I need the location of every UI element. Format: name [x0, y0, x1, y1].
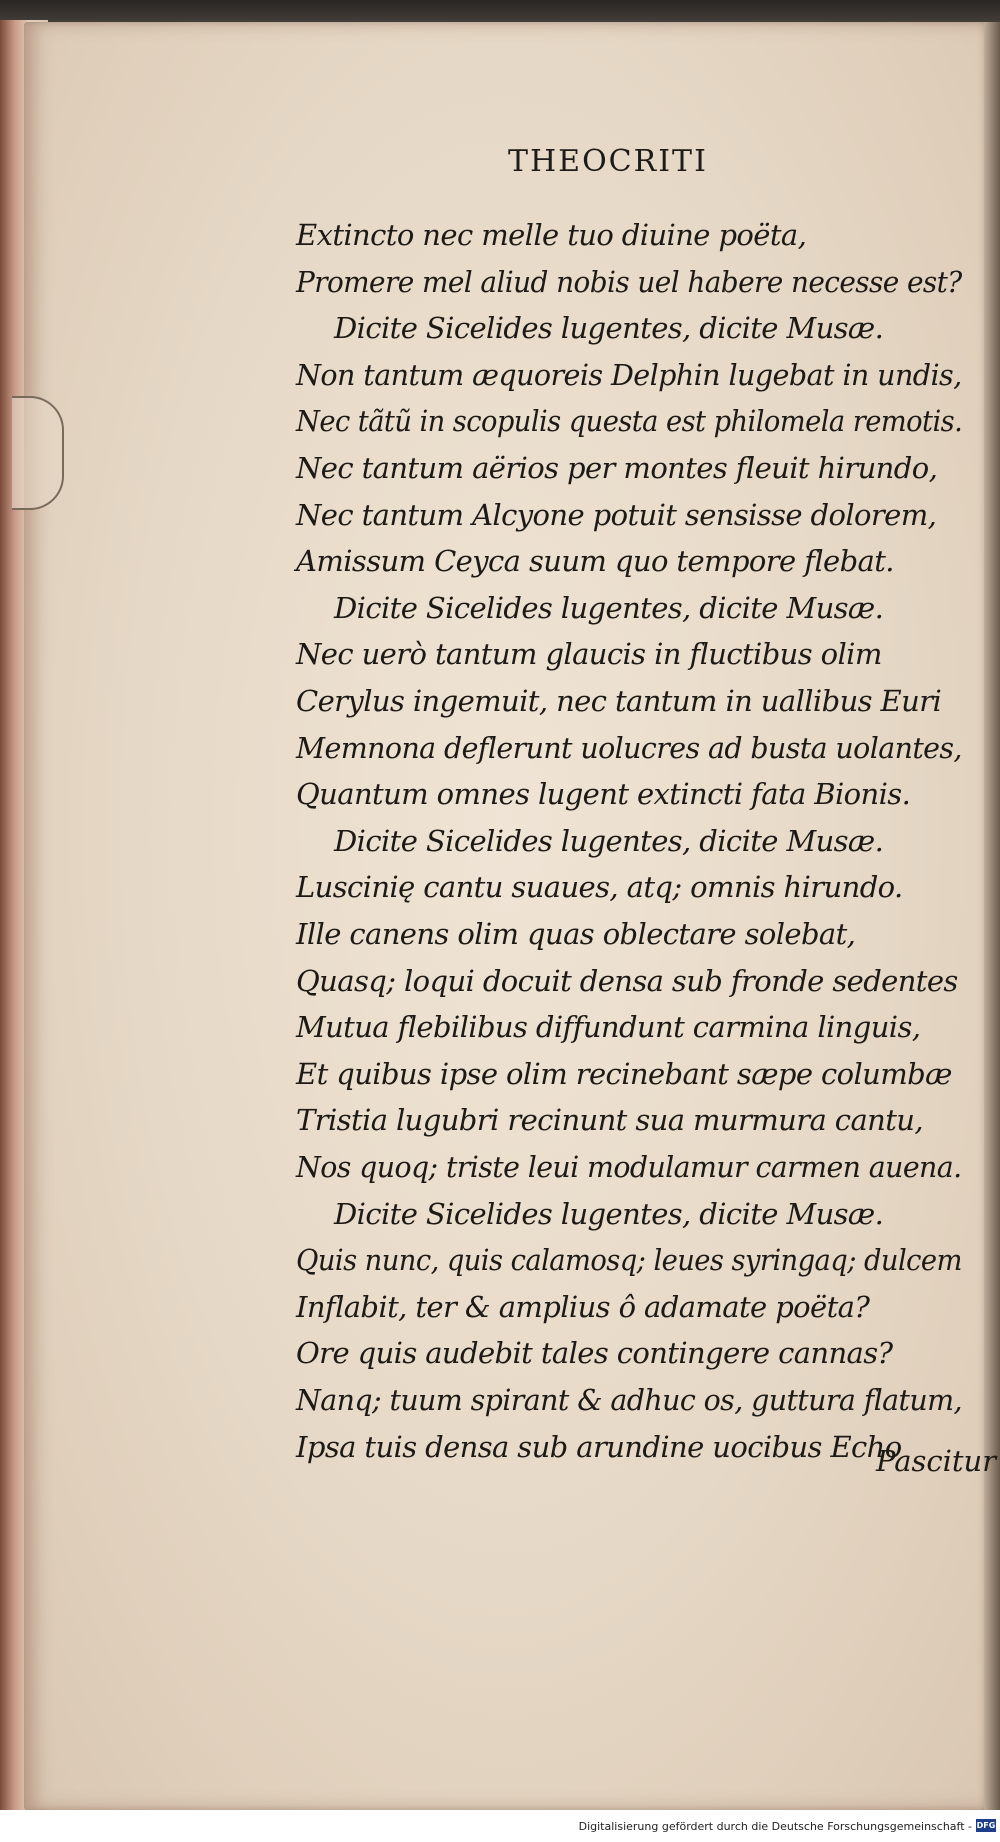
verse-line: Quasq; loqui docuit densa sub fronde sedentes — [296, 964, 958, 998]
verse-line: Cerylus ingemuit, nec tantum in uallibus Euri — [296, 684, 942, 718]
verse-line: Nec uerò tantum glaucis in fluctibus olim — [296, 637, 882, 671]
verse-line: Memnona deflerunt uolucres ad busta uolantes, — [296, 731, 962, 765]
verse-line: Quantum omnes lugent extincti fata Bionis. — [296, 777, 911, 811]
verse-line: Ipsa tuis densa sub arundine uocibus Echo — [296, 1430, 902, 1464]
verse-line: Nec tantum aërios per montes fleuit hirundo, — [296, 451, 938, 485]
verse-line: Inflabit, ter & amplius ô adamate poëta? — [296, 1290, 870, 1324]
refrain-line: Dicite Sicelides lugentes, dicite Musæ. — [334, 591, 884, 625]
verse-line: Nos quoq; triste leui modulamur carmen auena. — [296, 1150, 962, 1184]
refrain-line: Dicite Sicelides lugentes, dicite Musæ. — [334, 824, 884, 858]
verse-line: Nec tãtũ in scopulis questa est philomela remotis. — [296, 404, 963, 438]
verse-line: Ille canens olim quas oblectare solebat, — [296, 917, 856, 951]
refrain-line: Dicite Sicelides lugentes, dicite Musæ. — [334, 311, 884, 345]
verse-line: Non tantum æquoreis Delphin lugebat in undis, — [296, 358, 962, 392]
verse-line: Extincto nec melle tuo diuine poëta, — [296, 218, 807, 252]
verse-line: Nec tantum Alcyone potuit sensisse dolorem, — [296, 498, 937, 532]
catchword: Pascitur — [876, 1444, 997, 1478]
verse-line: Promere mel aliud nobis uel habere necesse est? — [296, 265, 962, 299]
scan-right-border — [984, 22, 1000, 1810]
verse-line: Luscinię cantu suaues, atq; omnis hirundo. — [296, 870, 903, 904]
refrain-line: Dicite Sicelides lugentes, dicite Musæ. — [334, 1197, 884, 1231]
dfg-logo: DFG — [976, 1821, 996, 1830]
verse-line: Amissum Ceyca suum quo tempore flebat. — [296, 544, 894, 578]
verse-line: Mutua flebilibus diffundunt carmina linguis, — [296, 1010, 921, 1044]
verse-line: Tristia lugubri recinunt sua murmura cantu, — [296, 1103, 923, 1137]
verse-line: Quis nunc, quis calamosq; leues syringaq; dulcem — [296, 1243, 962, 1277]
running-head: THEOCRITI — [508, 144, 708, 179]
page-tab-marker — [12, 396, 64, 510]
footer-credit: Digitalisierung gefördert durch die Deutsche Forschungsgemeinschaft - — [578, 1820, 972, 1833]
verse-line: Et quibus ipse olim recinebant sæpe columbæ — [296, 1057, 952, 1091]
verse-line: Ore quis audebit tales contingere cannas? — [296, 1336, 893, 1370]
verse-line: Nanq; tuum spirant & adhuc os, guttura flatum, — [296, 1383, 962, 1417]
